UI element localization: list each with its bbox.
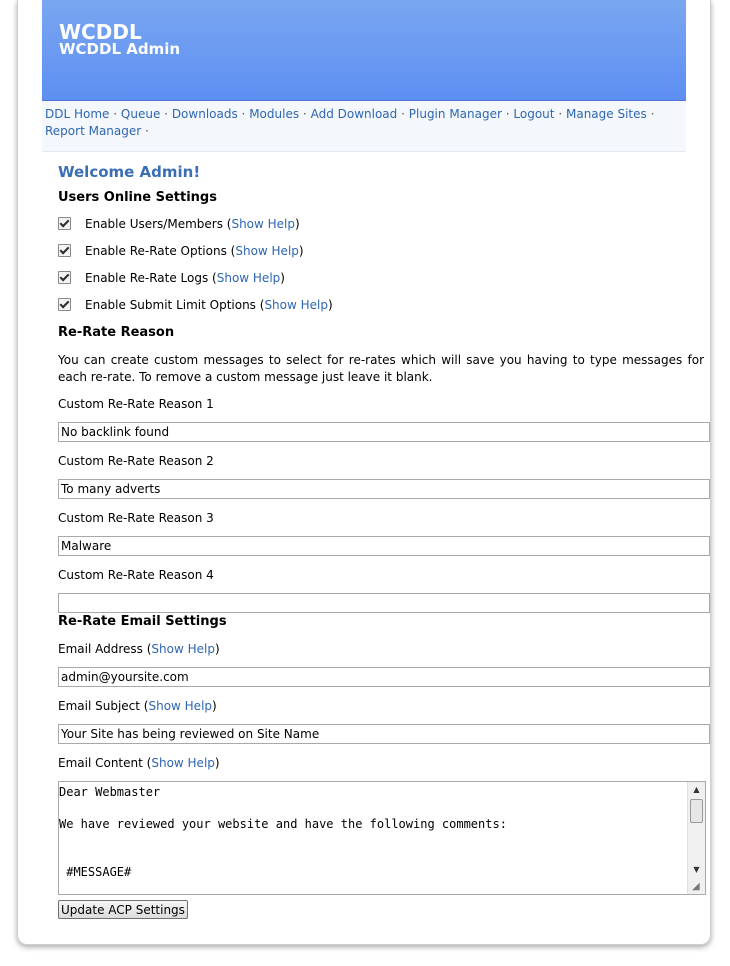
email-address-input[interactable] [58,667,710,687]
scrollbar-thumb[interactable] [690,799,703,823]
site-subtitle: WCDDL Admin [59,40,181,58]
enable-users-checkbox[interactable] [58,217,71,230]
reason-3-label: Custom Re-Rate Reason 3 [58,511,214,525]
reason-2-label: Custom Re-Rate Reason 2 [58,454,214,468]
nav-separator: · [401,107,405,121]
rerate-reason-heading: Re-Rate Reason [58,325,175,340]
email-content-textarea[interactable] [58,781,706,895]
show-help-link[interactable]: Show Help [231,217,296,231]
nav-separator: · [650,107,655,121]
reason-2-input[interactable] [58,479,710,499]
reason-3-input[interactable] [58,536,710,556]
nav-report-manager[interactable]: Report Manager [45,124,142,138]
nav-ddl-home[interactable]: DDL Home [45,107,110,121]
textarea-scrollbar[interactable] [687,782,705,894]
enable-rerate-options-label: Enable Re-Rate Options (Show Help) [85,244,304,258]
nav-separator: · [302,107,307,121]
nav-separator: · [145,124,149,138]
reason-4-input[interactable] [58,593,710,613]
enable-submit-limit-label: Enable Submit Limit Options (Show Help) [85,298,333,312]
email-subject-label: Email Subject (Show Help) [58,699,217,713]
email-settings-heading: Re-Rate Email Settings [58,614,227,629]
show-help-link[interactable]: Show Help [264,298,328,312]
resize-grip-icon[interactable]: ◢ [692,881,700,892]
users-online-heading: Users Online Settings [58,190,217,205]
email-content-text: Dear Webmaster We have reviewed your website and have the following comments: #MESSAGE# [59,785,507,879]
email-content-label: Email Content (Show Help) [58,756,220,770]
nav-separator: · [558,107,563,121]
show-help-link[interactable]: Show Help [151,756,215,770]
nav-add-download[interactable]: Add Download [310,107,398,121]
scroll-up-arrow-icon[interactable]: ▲ [693,785,700,794]
enable-rerate-logs-checkbox[interactable] [58,271,71,284]
show-help-link[interactable]: Show Help [216,271,281,285]
reason-1-label: Custom Re-Rate Reason 1 [58,397,214,411]
nav-separator: · [164,107,168,121]
scroll-down-arrow-icon[interactable]: ▼ [693,865,700,874]
admin-navigation [42,102,686,152]
email-address-label: Email Address (Show Help) [58,642,220,656]
show-help-link[interactable]: Show Help [235,244,299,258]
email-subject-input[interactable] [58,724,710,744]
reason-4-label: Custom Re-Rate Reason 4 [58,568,214,582]
rerate-reason-description: You can create custom messages to select for re-rates which will save you having to type messages for each re-rate. To remove a custom message just leave it blank. [58,353,704,384]
nav-separator: · [113,107,118,121]
nav-separator: · [241,107,246,121]
enable-rerate-logs-label: Enable Re-Rate Logs (Show Help) [85,271,285,285]
enable-users-label: Enable Users/Members (Show Help) [85,217,300,231]
nav-separator: · [505,107,510,121]
show-help-link[interactable]: Show Help [151,642,215,656]
enable-submit-limit-checkbox[interactable] [58,298,71,311]
nav-queue[interactable]: Queue [120,107,161,121]
welcome-heading: Welcome Admin! [58,163,201,181]
show-help-link[interactable]: Show Help [148,699,213,713]
nav-modules[interactable]: Modules [249,107,300,121]
nav-plugin-manager[interactable]: Plugin Manager [408,107,502,121]
nav-manage-sites[interactable]: Manage Sites [565,107,647,121]
nav-logout[interactable]: Logout [513,107,555,121]
reason-1-input[interactable] [58,422,710,442]
site-header [42,0,686,101]
site-title: WCDDL [59,20,142,44]
nav-downloads[interactable]: Downloads [171,107,238,121]
update-acp-settings-button[interactable]: Update ACP Settings [58,900,188,919]
enable-rerate-options-checkbox[interactable] [58,244,71,257]
